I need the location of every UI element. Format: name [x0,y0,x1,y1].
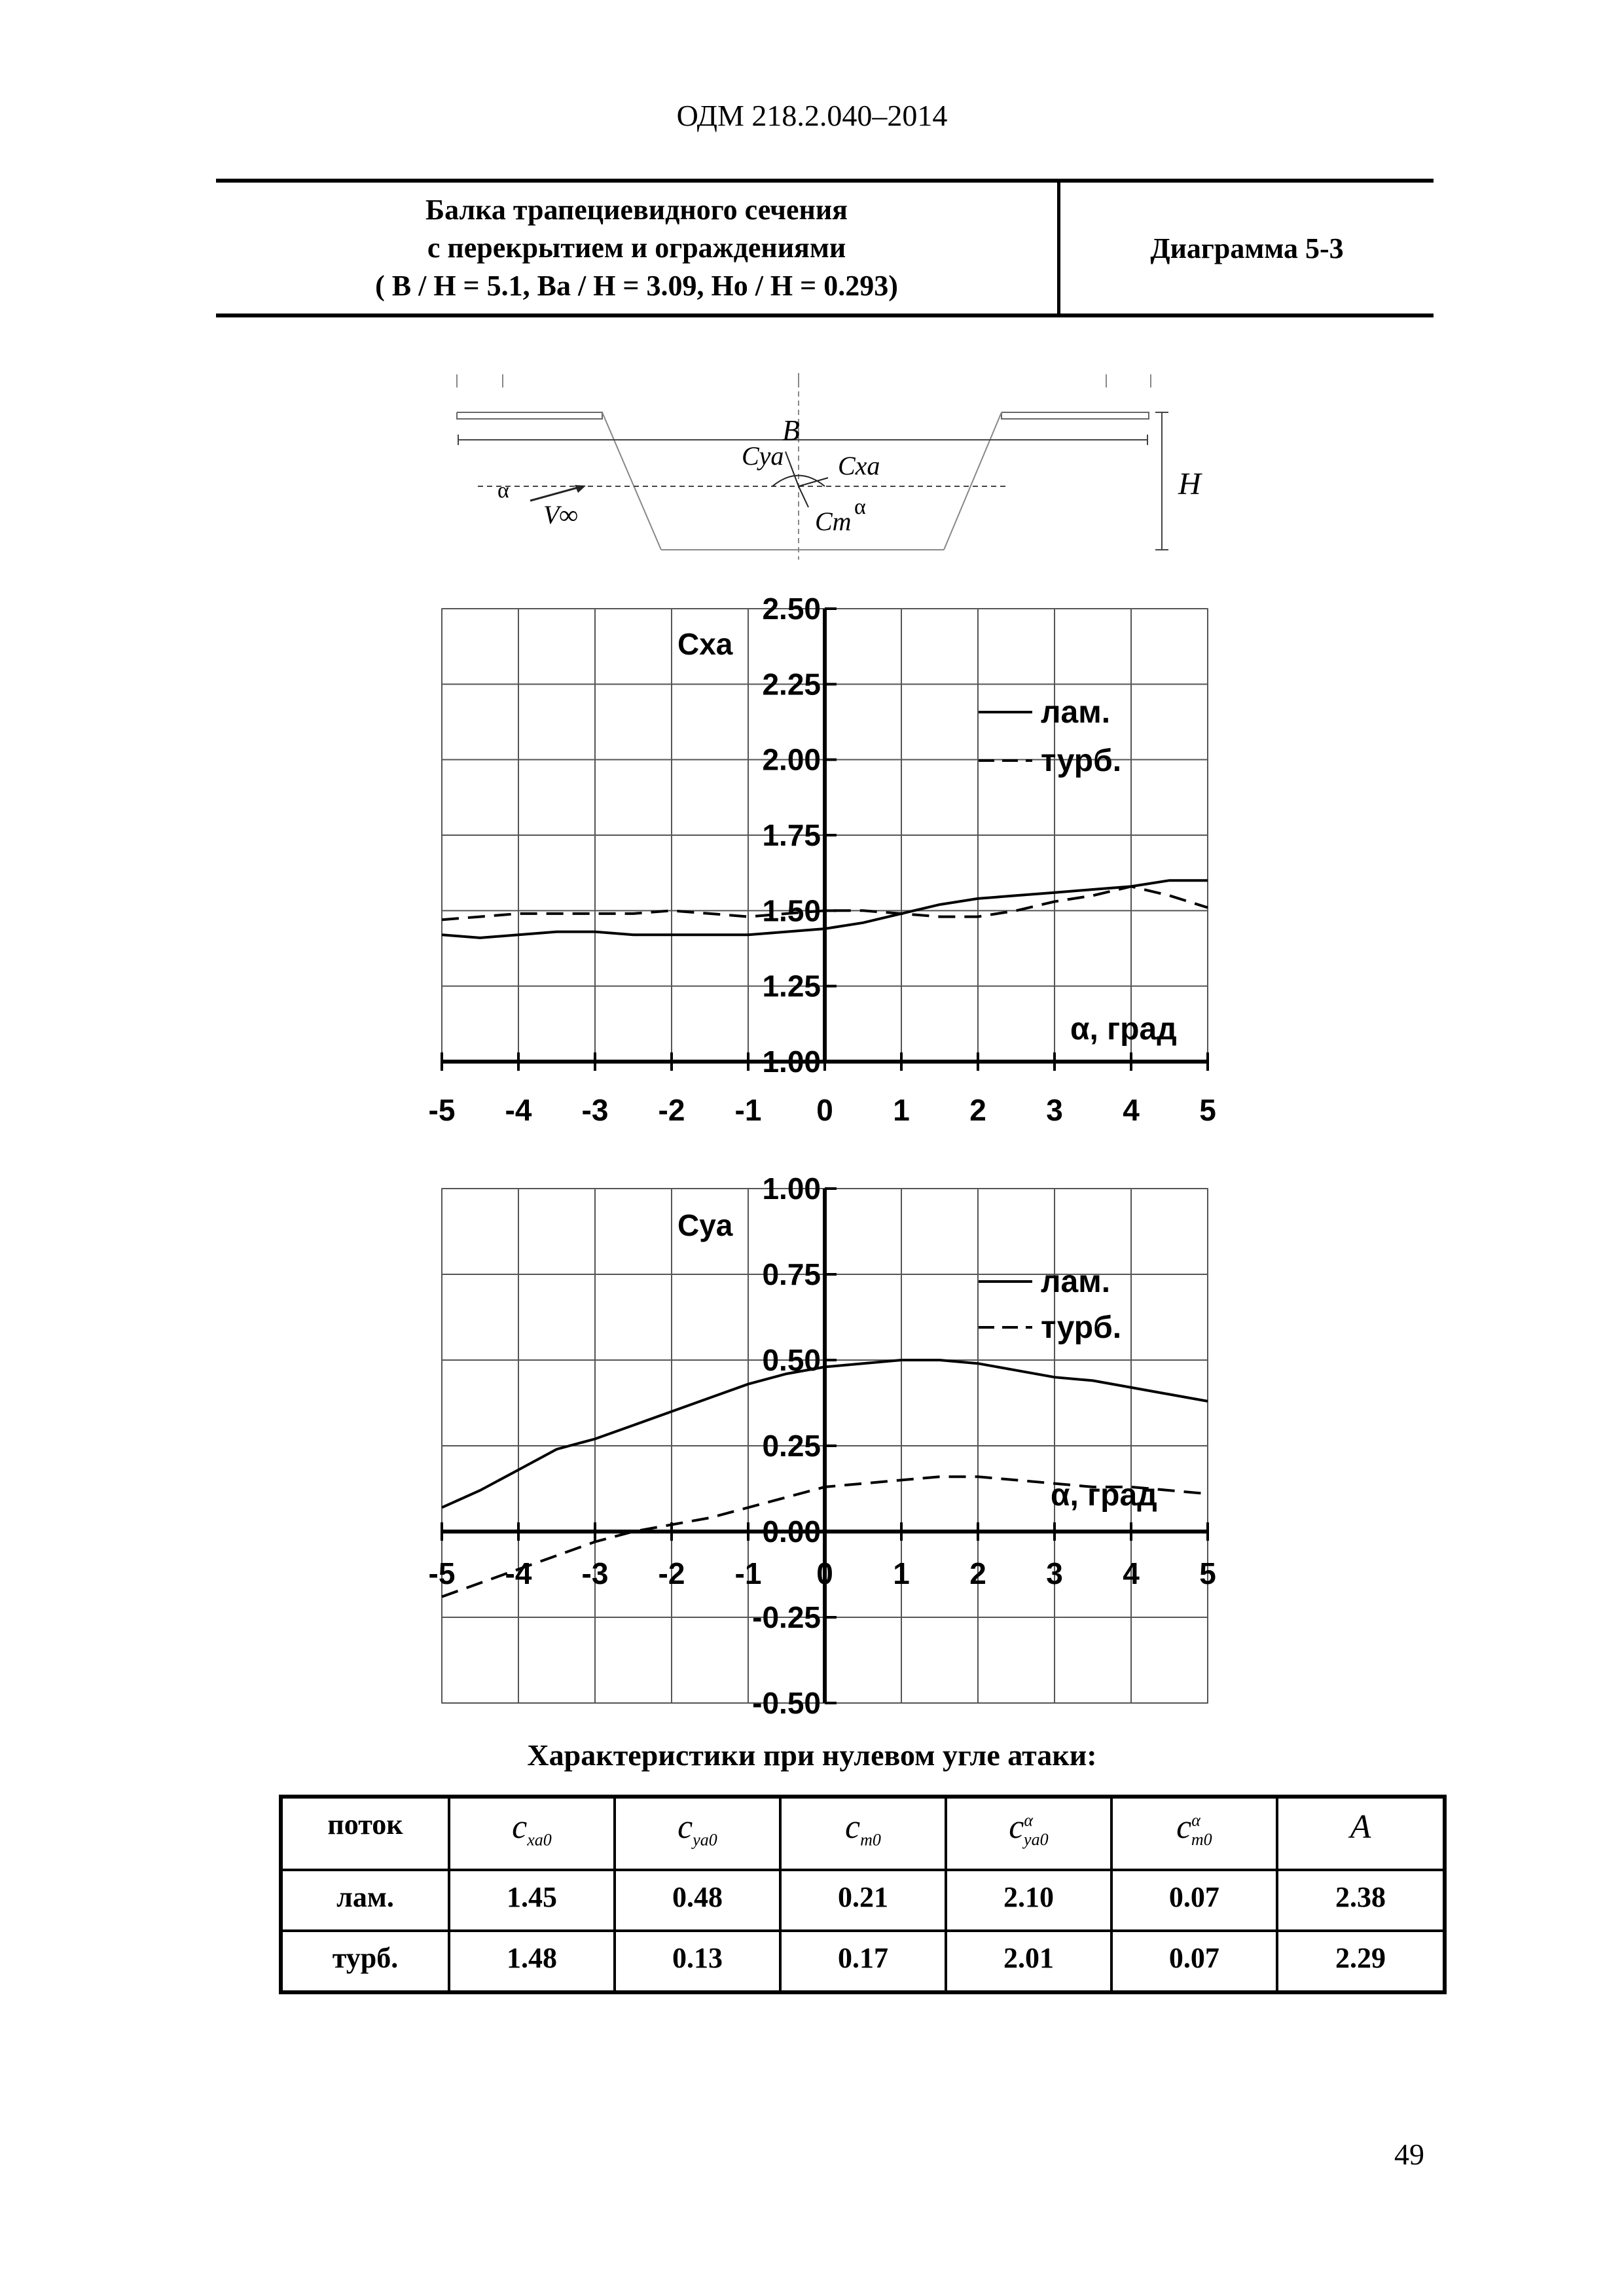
x-tick-label: 4 [1123,1093,1140,1127]
title-line-3: ( B / H = 5.1, Bа / H = 3.09, Hо / H = 0.293) [375,270,898,302]
scheme-label-cya: Cya [742,441,784,471]
x-tick-label: -4 [505,1093,532,1127]
y-axis-label: Cxa [677,627,733,661]
y-tick-label: -0.50 [752,1686,821,1715]
x-tick-label: -1 [734,1556,762,1590]
diagram-label: Диаграмма 5-3 [1150,232,1344,264]
x-tick-label: 3 [1046,1556,1063,1590]
header-flow: поток [327,1808,403,1840]
table-cell: 2.10 [946,1870,1111,1931]
y-tick-label: 1.50 [762,893,821,928]
y-axis-label: Cya [677,1208,733,1242]
x-tick-label: 0 [816,1093,833,1127]
x-tick-label: 0 [816,1556,833,1590]
y-tick-label: 1.00 [762,1172,821,1206]
header-cell [946,1797,1111,1870]
header-cya0-alpha: $c^\alpha_{ya0}$ [1009,1808,1049,1850]
legend-label-turb: турб. [1041,1310,1122,1345]
table-row [281,1870,1445,1931]
header-cm0: $c_{m0}$ [845,1808,881,1850]
scheme-label-h: H [1178,467,1201,501]
x-tick-label: 2 [969,1556,986,1590]
chart-cya [419,1165,1231,1715]
scheme-label-cxa: Cxa [838,451,880,480]
table-cell: лам. [281,1870,449,1931]
page-number: 49 [1394,2138,1424,2171]
header-cell [780,1797,946,1870]
x-tick-label: -5 [428,1093,456,1127]
table-cell: 0.48 [615,1870,780,1931]
header-cell [1277,1797,1445,1870]
header-cm0-alpha: $c^\alpha_{m0}$ [1176,1808,1212,1850]
scheme-label-alpha-2: α [854,495,866,519]
x-tick-label: -5 [428,1556,456,1590]
x-tick-label: 1 [893,1556,910,1590]
x-tick-label: -4 [505,1556,532,1590]
table-row [281,1931,1445,1992]
table-cell: турб. [281,1931,449,1992]
x-tick-label: 5 [1199,1093,1216,1127]
scheme-label-b: B [782,414,800,446]
table-cell: 0.17 [780,1931,946,1992]
y-tick-label: 0.75 [762,1257,821,1291]
x-tick-label: 2 [969,1093,986,1127]
cross-section-scheme [452,367,1270,563]
header-cya0: $c_{ya0}$ [677,1808,717,1850]
scheme-label-alpha: α [497,478,509,503]
header-cxa0: $c_{xa0}$ [512,1808,552,1850]
header-a: A [1350,1808,1371,1846]
x-tick-label: 3 [1046,1093,1063,1127]
table-cell: 2.38 [1277,1870,1445,1931]
table-header-row [281,1797,1445,1870]
header-cell [449,1797,615,1870]
y-tick-label: 0.50 [762,1343,821,1377]
y-tick-label: 0.00 [762,1515,821,1549]
legend-label-lam: лам. [1041,695,1111,730]
table-cell: 2.29 [1277,1931,1445,1992]
table-cell: 0.13 [615,1931,780,1992]
legend-label-turb: турб. [1041,744,1122,778]
title-line-2: с перекрытием и ограждениями [427,232,846,264]
y-tick-label: -0.25 [752,1600,821,1634]
table-cell: 1.48 [449,1931,615,1992]
characteristics-table [279,1795,1447,1994]
scheme-label-cm: Cm [815,507,852,536]
header-cell [281,1797,449,1870]
title-block [216,179,1434,317]
x-tick-label: -2 [658,1556,685,1590]
y-tick-label: 1.75 [762,818,821,852]
title-line-1: Балка трапециевидного сечения [425,194,848,226]
x-axis-label: α, град [1070,1012,1177,1047]
x-tick-label: 1 [893,1093,910,1127]
chart-cxa [419,589,1231,1152]
y-tick-label: 2.00 [762,742,821,777]
x-tick-label: 4 [1123,1556,1140,1590]
table-cell: 2.01 [946,1931,1111,1992]
title-description [216,183,1057,314]
table-cell: 1.45 [449,1870,615,1931]
x-tick-label: -3 [581,1556,609,1590]
x-tick-label: -3 [581,1093,609,1127]
ticks [429,592,1216,1127]
table-cell: 0.21 [780,1870,946,1931]
header-cell [615,1797,780,1870]
axes [442,609,1208,1071]
table-cell: 0.07 [1111,1870,1277,1931]
legend-label-lam: лам. [1041,1265,1111,1299]
x-axis-label: α, град [1051,1478,1157,1513]
y-tick-label: 2.25 [762,667,821,702]
y-tick-label: 0.25 [762,1429,821,1463]
ticks [429,1172,1216,1715]
y-tick-label: 2.50 [762,592,821,626]
y-tick-label: 1.00 [762,1045,821,1079]
document-code: ОДМ 218.2.040–2014 [676,99,948,132]
header-cell [1111,1797,1277,1870]
x-tick-label: -1 [734,1093,762,1127]
table-caption: Характеристики при нулевом угле атаки: [527,1738,1097,1772]
y-tick-label: 1.25 [762,969,821,1003]
table-cell: 0.07 [1111,1931,1277,1992]
x-tick-label: -2 [658,1093,685,1127]
x-tick-label: 5 [1199,1556,1216,1590]
scheme-label-vinf: V∞ [543,500,578,529]
